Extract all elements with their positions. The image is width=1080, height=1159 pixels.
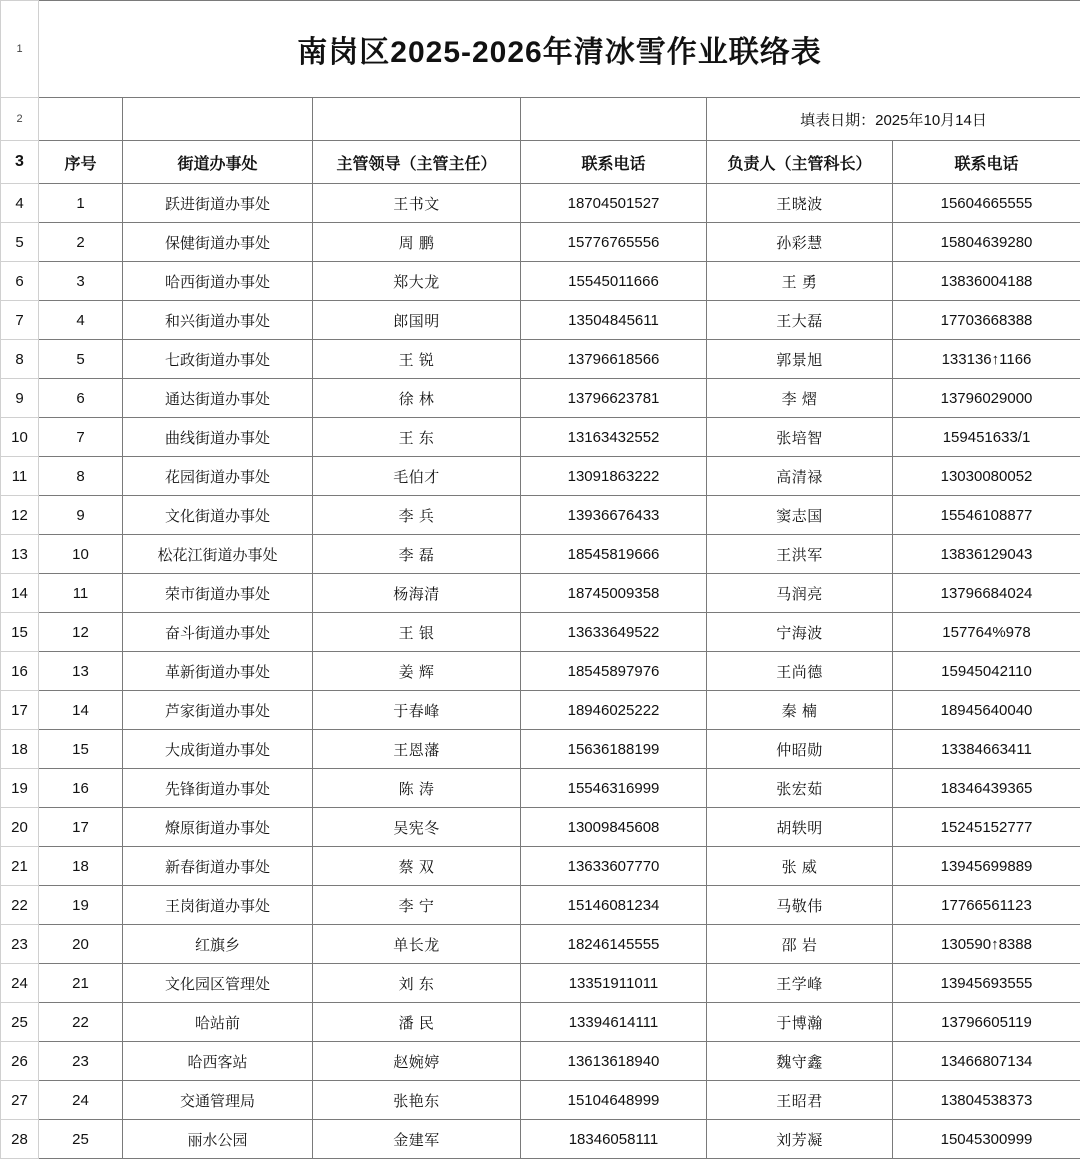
cell-person[interactable]: 王洪军 <box>707 535 893 574</box>
cell-office[interactable]: 先锋街道办事处 <box>123 769 313 808</box>
table-row <box>1 1120 1080 1159</box>
cell-leader[interactable]: 徐 林 <box>313 379 521 418</box>
cell-leader[interactable]: 王 东 <box>313 418 521 457</box>
table-row <box>1 223 1080 262</box>
cell-phone1[interactable]: 13091863222 <box>521 457 707 496</box>
cell-seq[interactable]: 14 <box>39 691 123 730</box>
cell-phone1[interactable]: 13613618940 <box>521 1042 707 1081</box>
cell-phone1[interactable]: 13796623781 <box>521 379 707 418</box>
cell-leader[interactable]: 周 鹏 <box>313 223 521 262</box>
cell-person[interactable]: 张宏茹 <box>707 769 893 808</box>
cell-seq[interactable]: 13 <box>39 652 123 691</box>
cell-person[interactable]: 仲昭勋 <box>707 730 893 769</box>
cell-phone1[interactable]: 18545819666 <box>521 535 707 574</box>
cell-leader[interactable]: 郎国明 <box>313 301 521 340</box>
cell-person[interactable]: 刘芳凝 <box>707 1120 893 1159</box>
row-header[interactable]: 19 <box>1 769 39 808</box>
cell-person[interactable]: 邵 岩 <box>707 925 893 964</box>
cell-leader[interactable]: 蔡 双 <box>313 847 521 886</box>
cell-person[interactable]: 郭景旭 <box>707 340 893 379</box>
cell-office[interactable]: 新春街道办事处 <box>123 847 313 886</box>
cell-phone2[interactable]: 18945640040 <box>893 691 1080 730</box>
cell-seq[interactable]: 2 <box>39 223 123 262</box>
cell-phone1[interactable]: 13796618566 <box>521 340 707 379</box>
cell-office[interactable]: 文化园区管理处 <box>123 964 313 1003</box>
row-header[interactable]: 22 <box>1 886 39 925</box>
cell-phone2[interactable]: 13836004188 <box>893 262 1080 301</box>
cell-phone1[interactable]: 13936676433 <box>521 496 707 535</box>
table-row <box>1 925 1080 964</box>
cell-office[interactable]: 革新街道办事处 <box>123 652 313 691</box>
cell-seq[interactable]: 15 <box>39 730 123 769</box>
cell-seq[interactable]: 3 <box>39 262 123 301</box>
table-row <box>1 1042 1080 1081</box>
row-header[interactable]: 12 <box>1 496 39 535</box>
column-header-seq: 序号 <box>39 141 123 184</box>
row-header[interactable]: 9 <box>1 379 39 418</box>
cell-office[interactable]: 交通管理局 <box>123 1081 313 1120</box>
cell-person[interactable]: 孙彩慧 <box>707 223 893 262</box>
cell-phone1[interactable]: 18704501527 <box>521 184 707 223</box>
column-header-person: 负责人（主管科长） <box>707 141 893 184</box>
cell-leader[interactable]: 郑大龙 <box>313 262 521 301</box>
cell-phone2[interactable]: 15945042110 <box>893 652 1080 691</box>
cell-phone1[interactable]: 15636188199 <box>521 730 707 769</box>
cell-phone1[interactable]: 18346058111 <box>521 1120 707 1159</box>
row-header-1[interactable]: 1 <box>1 1 39 98</box>
row-header[interactable]: 25 <box>1 1003 39 1042</box>
cell-phone2[interactable]: 18346439365 <box>893 769 1080 808</box>
date-row <box>1 98 1080 141</box>
cell-phone1[interactable]: 13009845608 <box>521 808 707 847</box>
table-row <box>1 613 1080 652</box>
table-row <box>1 340 1080 379</box>
cell-seq[interactable]: 18 <box>39 847 123 886</box>
table-row <box>1 964 1080 1003</box>
cell-seq[interactable]: 10 <box>39 535 123 574</box>
cell-seq[interactable]: 16 <box>39 769 123 808</box>
table-row <box>1 496 1080 535</box>
row-header[interactable]: 13 <box>1 535 39 574</box>
blank-cell-phone1[interactable] <box>521 98 707 141</box>
cell-phone1[interactable]: 13504845611 <box>521 301 707 340</box>
table-row <box>1 574 1080 613</box>
cell-office[interactable]: 保健街道办事处 <box>123 223 313 262</box>
row-header[interactable]: 15 <box>1 613 39 652</box>
row-header[interactable]: 14 <box>1 574 39 613</box>
cell-person[interactable]: 宁海波 <box>707 613 893 652</box>
cell-seq[interactable]: 24 <box>39 1081 123 1120</box>
cell-phone1[interactable]: 13633607770 <box>521 847 707 886</box>
row-header[interactable]: 28 <box>1 1120 39 1159</box>
cell-phone1[interactable]: 15546316999 <box>521 769 707 808</box>
row-header[interactable]: 10 <box>1 418 39 457</box>
cell-phone1[interactable]: 15545011666 <box>521 262 707 301</box>
cell-phone2[interactable]: 17766561123 <box>893 886 1080 925</box>
cell-seq[interactable]: 9 <box>39 496 123 535</box>
cell-office[interactable]: 跃进街道办事处 <box>123 184 313 223</box>
row-header[interactable]: 20 <box>1 808 39 847</box>
table-row <box>1 652 1080 691</box>
cell-office[interactable]: 七政街道办事处 <box>123 340 313 379</box>
table-row <box>1 808 1080 847</box>
cell-leader[interactable]: 毛伯才 <box>313 457 521 496</box>
cell-phone2[interactable]: 130590↑8388 <box>893 925 1080 964</box>
cell-phone1[interactable]: 15104648999 <box>521 1081 707 1120</box>
cell-phone2[interactable]: 13796605119 <box>893 1003 1080 1042</box>
cell-phone2[interactable]: 13804538373 <box>893 1081 1080 1120</box>
table-row <box>1 301 1080 340</box>
cell-person[interactable]: 马润亮 <box>707 574 893 613</box>
cell-phone1[interactable]: 18246145555 <box>521 925 707 964</box>
cell-seq[interactable]: 17 <box>39 808 123 847</box>
cell-phone2[interactable]: 15804639280 <box>893 223 1080 262</box>
cell-office[interactable]: 丽水公园 <box>123 1120 313 1159</box>
page-title: 南岗区2025-2026年清冰雪作业联络表 <box>39 1 1080 98</box>
cell-seq[interactable]: 6 <box>39 379 123 418</box>
cell-seq[interactable]: 8 <box>39 457 123 496</box>
cell-person[interactable]: 高清禄 <box>707 457 893 496</box>
cell-office[interactable]: 荣市街道办事处 <box>123 574 313 613</box>
cell-leader[interactable]: 王书文 <box>313 184 521 223</box>
cell-leader[interactable]: 单长龙 <box>313 925 521 964</box>
cell-leader[interactable]: 于春峰 <box>313 691 521 730</box>
cell-seq[interactable]: 5 <box>39 340 123 379</box>
cell-phone2[interactable]: 13384663411 <box>893 730 1080 769</box>
row-header[interactable]: 4 <box>1 184 39 223</box>
cell-seq[interactable]: 4 <box>39 301 123 340</box>
table-row <box>1 262 1080 301</box>
row-header[interactable]: 6 <box>1 262 39 301</box>
row-header[interactable]: 24 <box>1 964 39 1003</box>
cell-phone2[interactable]: 157764%978 <box>893 613 1080 652</box>
table-row <box>1 1081 1080 1120</box>
cell-seq[interactable]: 1 <box>39 184 123 223</box>
cell-leader[interactable]: 赵婉婷 <box>313 1042 521 1081</box>
cell-office[interactable]: 文化街道办事处 <box>123 496 313 535</box>
cell-office[interactable]: 花园街道办事处 <box>123 457 313 496</box>
row-header[interactable]: 7 <box>1 301 39 340</box>
cell-office[interactable]: 奋斗街道办事处 <box>123 613 313 652</box>
table-row <box>1 886 1080 925</box>
cell-phone2[interactable]: 15604665555 <box>893 184 1080 223</box>
title-row <box>1 1 1080 98</box>
cell-phone2[interactable]: 17703668388 <box>893 301 1080 340</box>
cell-phone2[interactable]: 13796684024 <box>893 574 1080 613</box>
row-header[interactable]: 8 <box>1 340 39 379</box>
cell-leader[interactable]: 王恩藩 <box>313 730 521 769</box>
cell-person[interactable]: 王 勇 <box>707 262 893 301</box>
cell-leader[interactable]: 杨海清 <box>313 574 521 613</box>
cell-phone1[interactable]: 15776765556 <box>521 223 707 262</box>
cell-leader[interactable]: 李 兵 <box>313 496 521 535</box>
cell-seq[interactable]: 20 <box>39 925 123 964</box>
cell-phone2[interactable]: 159451633/1 <box>893 418 1080 457</box>
cell-phone1[interactable]: 18745009358 <box>521 574 707 613</box>
cell-person[interactable]: 窦志国 <box>707 496 893 535</box>
cell-leader[interactable]: 王 银 <box>313 613 521 652</box>
cell-seq[interactable]: 23 <box>39 1042 123 1081</box>
cell-seq[interactable]: 11 <box>39 574 123 613</box>
table-row <box>1 847 1080 886</box>
table-row <box>1 184 1080 223</box>
cell-person[interactable]: 于博瀚 <box>707 1003 893 1042</box>
cell-office[interactable]: 大成街道办事处 <box>123 730 313 769</box>
cell-leader[interactable]: 张艳东 <box>313 1081 521 1120</box>
table-row <box>1 418 1080 457</box>
cell-person[interactable]: 魏守鑫 <box>707 1042 893 1081</box>
fill-date-label: 填表日期：2025年10月14日 <box>707 98 1080 141</box>
column-header-office: 街道办事处 <box>123 141 313 184</box>
cell-phone2[interactable]: 13945693555 <box>893 964 1080 1003</box>
cell-leader[interactable]: 李 磊 <box>313 535 521 574</box>
cell-person[interactable]: 王学峰 <box>707 964 893 1003</box>
row-header-3[interactable]: 3 <box>1 141 39 184</box>
cell-person[interactable]: 马敬伟 <box>707 886 893 925</box>
row-header[interactable]: 16 <box>1 652 39 691</box>
cell-person[interactable]: 王昭君 <box>707 1081 893 1120</box>
cell-seq[interactable]: 25 <box>39 1120 123 1159</box>
table-row <box>1 457 1080 496</box>
cell-office[interactable]: 哈西客站 <box>123 1042 313 1081</box>
cell-phone2[interactable]: 13030080052 <box>893 457 1080 496</box>
row-header[interactable]: 23 <box>1 925 39 964</box>
cell-seq[interactable]: 12 <box>39 613 123 652</box>
cell-phone2[interactable]: 133136↑1166 <box>893 340 1080 379</box>
cell-phone1[interactable]: 13394614111 <box>521 1003 707 1042</box>
column-header-phone2: 联系电话 <box>893 141 1080 184</box>
table-row <box>1 1003 1080 1042</box>
cell-phone1[interactable]: 13633649522 <box>521 613 707 652</box>
cell-office[interactable]: 松花江街道办事处 <box>123 535 313 574</box>
cell-office[interactable]: 哈站前 <box>123 1003 313 1042</box>
cell-seq[interactable]: 22 <box>39 1003 123 1042</box>
cell-leader[interactable]: 刘 东 <box>313 964 521 1003</box>
row-header[interactable]: 11 <box>1 457 39 496</box>
column-header-phone1: 联系电话 <box>521 141 707 184</box>
cell-leader[interactable]: 李 宁 <box>313 886 521 925</box>
cell-office[interactable]: 通达街道办事处 <box>123 379 313 418</box>
cell-phone1[interactable]: 15146081234 <box>521 886 707 925</box>
cell-leader[interactable]: 姜 辉 <box>313 652 521 691</box>
blank-cell-office[interactable] <box>123 98 313 141</box>
cell-phone2[interactable]: 15546108877 <box>893 496 1080 535</box>
cell-phone1[interactable]: 13351911011 <box>521 964 707 1003</box>
cell-person[interactable]: 王尚德 <box>707 652 893 691</box>
cell-office[interactable]: 芦家街道办事处 <box>123 691 313 730</box>
cell-leader[interactable]: 潘 民 <box>313 1003 521 1042</box>
table-row <box>1 535 1080 574</box>
cell-phone1[interactable]: 18946025222 <box>521 691 707 730</box>
cell-phone1[interactable]: 13163432552 <box>521 418 707 457</box>
table-row <box>1 691 1080 730</box>
table-row <box>1 730 1080 769</box>
cell-leader[interactable]: 金建军 <box>313 1120 521 1159</box>
table-body <box>1 1 1080 1159</box>
cell-office[interactable]: 王岗街道办事处 <box>123 886 313 925</box>
cell-seq[interactable]: 19 <box>39 886 123 925</box>
table-row <box>1 379 1080 418</box>
cell-person[interactable]: 张培智 <box>707 418 893 457</box>
cell-office[interactable]: 曲线街道办事处 <box>123 418 313 457</box>
blank-cell-seq[interactable] <box>39 98 123 141</box>
blank-cell-leader[interactable] <box>313 98 521 141</box>
cell-phone2[interactable]: 13796029000 <box>893 379 1080 418</box>
table-row <box>1 769 1080 808</box>
cell-phone2[interactable]: 13945699889 <box>893 847 1080 886</box>
cell-leader[interactable]: 吴宪冬 <box>313 808 521 847</box>
row-header[interactable]: 21 <box>1 847 39 886</box>
row-header[interactable]: 27 <box>1 1081 39 1120</box>
cell-person[interactable]: 张 威 <box>707 847 893 886</box>
cell-seq[interactable]: 21 <box>39 964 123 1003</box>
cell-phone2[interactable]: 15245152777 <box>893 808 1080 847</box>
cell-office[interactable]: 红旗乡 <box>123 925 313 964</box>
cell-phone2[interactable]: 15045300999 <box>893 1120 1080 1159</box>
cell-phone2[interactable]: 13466807134 <box>893 1042 1080 1081</box>
row-header-2[interactable]: 2 <box>1 98 39 141</box>
cell-person[interactable]: 秦 楠 <box>707 691 893 730</box>
cell-person[interactable]: 李 熠 <box>707 379 893 418</box>
cell-person[interactable]: 王晓波 <box>707 184 893 223</box>
row-header[interactable]: 5 <box>1 223 39 262</box>
cell-leader[interactable]: 陈 涛 <box>313 769 521 808</box>
row-header[interactable]: 26 <box>1 1042 39 1081</box>
cell-person[interactable]: 胡轶明 <box>707 808 893 847</box>
cell-office[interactable]: 哈西街道办事处 <box>123 262 313 301</box>
cell-office[interactable]: 燎原街道办事处 <box>123 808 313 847</box>
cell-office[interactable]: 和兴街道办事处 <box>123 301 313 340</box>
row-header[interactable]: 18 <box>1 730 39 769</box>
cell-leader[interactable]: 王 锐 <box>313 340 521 379</box>
header-row <box>1 141 1080 184</box>
column-header-leader: 主管领导（主管主任） <box>313 141 521 184</box>
cell-seq[interactable]: 7 <box>39 418 123 457</box>
cell-phone2[interactable]: 13836129043 <box>893 535 1080 574</box>
cell-phone1[interactable]: 18545897976 <box>521 652 707 691</box>
cell-person[interactable]: 王大磊 <box>707 301 893 340</box>
row-header[interactable]: 17 <box>1 691 39 730</box>
